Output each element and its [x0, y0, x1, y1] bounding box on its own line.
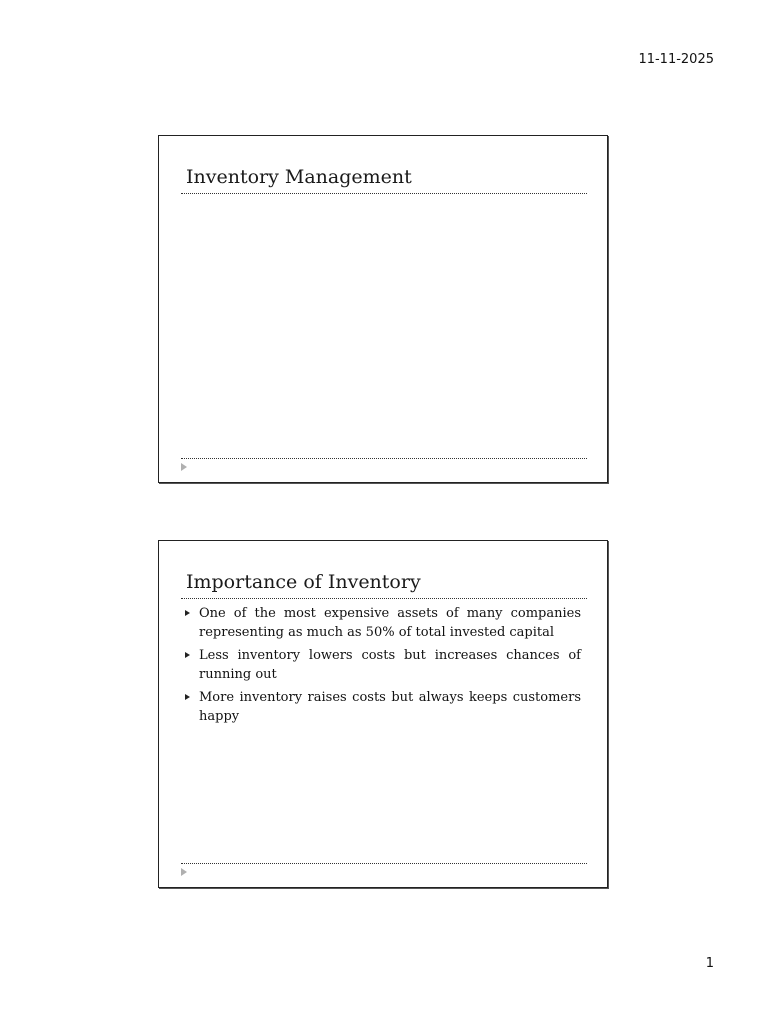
- bullet-text: One of the most expensive assets of many companies representing as much as 50% of total invested capital: [199, 606, 581, 640]
- page-number: 1: [705, 956, 714, 971]
- bullet-item: [181, 646, 581, 684]
- footer-divider: [181, 458, 587, 459]
- footer-arrow-icon: [181, 868, 187, 876]
- slide-title: Importance of Inventory: [186, 571, 421, 593]
- bullet-text: Less inventory lowers costs but increases chances of running out: [199, 648, 581, 682]
- slide-importance-of-inventory: [158, 540, 608, 888]
- bullet-item: [181, 604, 581, 642]
- bullet-arrow-icon: [185, 694, 190, 700]
- footer-divider: [181, 863, 587, 864]
- title-divider: [181, 193, 587, 194]
- page-date: 11-11-2025: [638, 52, 714, 67]
- bullet-arrow-icon: [185, 652, 190, 658]
- title-divider: [181, 598, 587, 599]
- bullet-list: [181, 604, 581, 730]
- slide-title: Inventory Management: [186, 166, 412, 188]
- slide-inventory-management: [158, 135, 608, 483]
- footer-arrow-icon: [181, 463, 187, 471]
- bullet-text: More inventory raises costs but always keeps customers happy: [199, 690, 581, 724]
- bullet-item: [181, 688, 581, 726]
- bullet-arrow-icon: [185, 610, 190, 616]
